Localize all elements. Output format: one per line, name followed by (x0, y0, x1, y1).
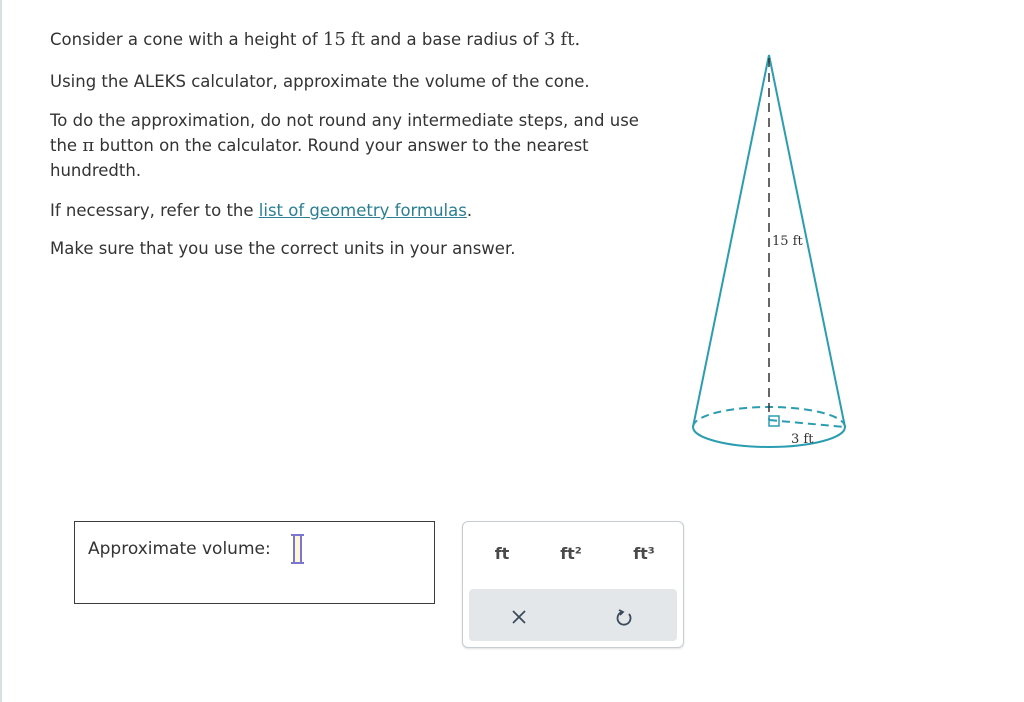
question-line-2: Using the ALEKS calculator, approximate the volume of the cone. (50, 72, 590, 91)
volume-input[interactable] (293, 534, 302, 564)
unit-palette (462, 521, 684, 648)
question-line-5: Make sure that you use the correct units in your answer. (50, 239, 516, 258)
undo-icon (616, 608, 634, 626)
unit-ft3-button[interactable]: ft³ (633, 544, 655, 563)
geometry-formulas-link[interactable]: list of geometry formulas (258, 201, 467, 220)
radius-value: 3 (543, 29, 556, 50)
answer-label: Approximate volume: (88, 539, 271, 559)
height-label: 15 ft (772, 234, 803, 249)
question-line-3: To do the approximation, do not round any intermediate steps, and use the π button on the calculator. Round your answer to the nearest hundredth. (50, 111, 639, 180)
unit-ft2-button[interactable]: ft² (560, 544, 582, 563)
close-icon (511, 609, 527, 625)
action-tray (469, 589, 677, 641)
unit-ft-button[interactable]: ft (494, 544, 510, 563)
radius-label: 3 ft (791, 432, 814, 447)
cone-figure (690, 50, 850, 450)
pi-symbol: π (82, 135, 95, 156)
answer-box (74, 521, 435, 604)
left-divider (0, 0, 2, 702)
height-value: 15 (322, 29, 346, 50)
clear-button[interactable] (502, 599, 536, 633)
undo-button[interactable] (608, 599, 642, 633)
question-line-4: If necessary, refer to the list of geometry formulas. (50, 201, 473, 220)
question-line-1: Consider a cone with a height of 15 ft and a base radius of 3 ft. (50, 29, 581, 50)
radius-line (769, 420, 845, 427)
